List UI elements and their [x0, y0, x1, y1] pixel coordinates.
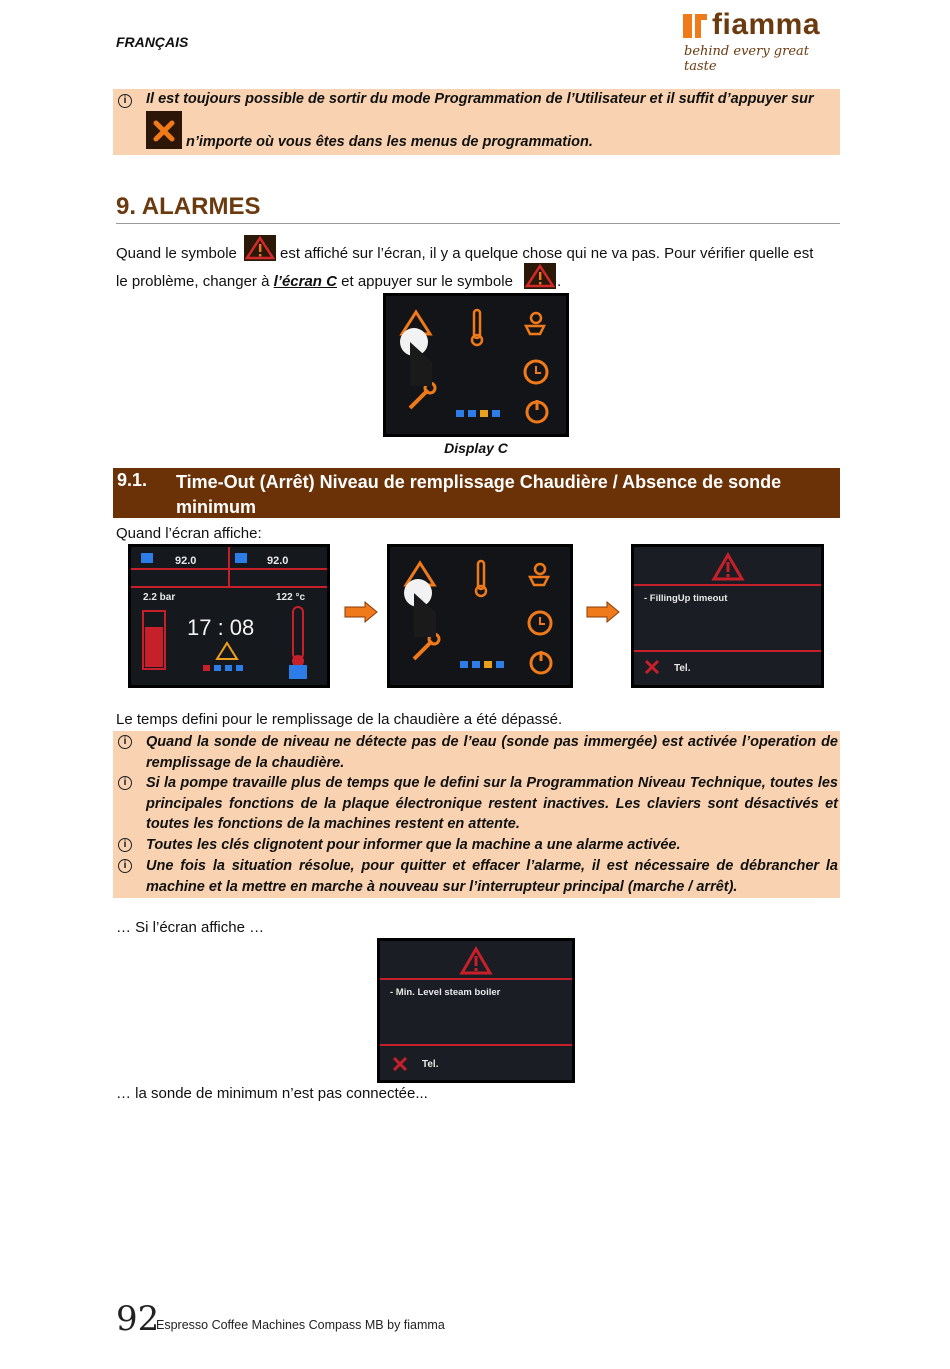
alarm-paragraph-line-1-end: est affiché sur l’écran, il y a quelque chose qui ne va pas. Pour vérifier quelle est [280, 245, 814, 262]
paragraph-text: le problème, changer à [116, 273, 270, 290]
clock-readout: 17 : 08 [187, 615, 255, 640]
alarm-warning-icon [244, 235, 276, 261]
boiler-temperature: 122 °c [276, 592, 306, 603]
period: . [557, 273, 562, 290]
alarm-message: - Min. Level steam boiler [390, 987, 501, 998]
note-text: Toutes les clés clignotent pour informer que la machine a une alarme activée. [146, 837, 681, 853]
fillingup-timeout-screen [631, 544, 824, 688]
section-title: Time-Out (Arrêt) Niveau de remplissage Chaudière / Absence de sonde minimum [176, 472, 782, 517]
section-9-heading: 9. ALARMES [116, 193, 261, 220]
arrow-right-icon [344, 601, 378, 623]
language-label: FRANÇAIS [116, 34, 189, 50]
screen-intro-text: Quand l’écran affiche: [116, 525, 262, 542]
figure-caption: Display C [444, 440, 508, 456]
alarm-screen-graphic [380, 941, 572, 1080]
page-number: 92 [116, 1299, 160, 1339]
brand-logo [682, 8, 832, 74]
arrow-right-icon [586, 601, 620, 623]
note-line-1: Il est toujours possible de sortir du mode Programmation de l’Utilisateur et il suffit d’appuyer sur [146, 91, 814, 107]
alarm-message: - FillingUp timeout [644, 593, 728, 604]
main-display-screen [128, 544, 330, 688]
note-text: Si la pompe travaille plus de temps que le defini sur la Programmation Niveau Technique, toutes les principales fonctions de la plaque électronique restent inactives. Les claviers sont désactivés et toutes les fonctions de la machines restent en attente. [146, 775, 838, 832]
logo-word: fiamma [712, 8, 821, 41]
info-icon: i [118, 859, 132, 873]
right-temperature: 92.0 [267, 555, 289, 567]
alarm-paragraph-line-2 [116, 273, 513, 290]
if-screen-shows-text: … Si l’écran affiche … [116, 919, 265, 936]
programming-exit-note [113, 89, 840, 155]
section-number: 9.1. [117, 470, 148, 490]
screen-c-link[interactable]: l’écran C [273, 273, 337, 290]
alarm-screen-graphic [634, 547, 821, 685]
heading-rule [116, 223, 840, 224]
section-9-1-heading [113, 468, 840, 518]
info-icon: i [118, 776, 132, 790]
info-icon: i [118, 94, 132, 108]
display-c-graphic [390, 547, 570, 685]
alarm-warning-icon [524, 263, 556, 289]
logo-mark-icon [682, 12, 710, 42]
display-c-graphic [386, 296, 566, 434]
alarm-notes-box [113, 731, 840, 898]
info-icon: i [118, 735, 132, 749]
display-c-screen-repeat [387, 544, 573, 688]
note-line-2: n’importe où vous êtes dans les menus de programmation. [186, 134, 593, 150]
logo-tagline: behind every great taste [684, 44, 809, 74]
alarm-paragraph-line-1-start: Quand le symbole [116, 245, 237, 262]
left-temperature: 92.0 [175, 555, 197, 567]
footer-title: Espresso Coffee Machines Compass MB by fiamma [156, 1318, 445, 1332]
tel-label: Tel. [422, 1059, 439, 1070]
min-level-alarm-screen [377, 938, 575, 1083]
closing-text: … la sonde de minimum n’est pas connectée... [116, 1085, 428, 1102]
exit-x-icon [146, 111, 182, 149]
note-text: Une fois la situation résolue, pour quitter et effacer l’alarme, il est nécessaire de débrancher la machine et la mettre en marche à nouveau sur l’interrupteur principal (marche / arrêt). [146, 858, 838, 895]
paragraph-text: et appuyer sur le symbole [341, 273, 513, 290]
display-c-screen [383, 293, 569, 437]
pressure-readout: 2.2 bar [143, 592, 176, 603]
tel-label: Tel. [674, 663, 691, 674]
info-icon: i [118, 838, 132, 852]
timeout-explanation: Le temps defini pour le remplissage de la chaudière a été dépassé. [116, 711, 563, 728]
note-text: Quand la sonde de niveau ne détecte pas de l’eau (sonde pas immergée) est activée l’operation de remplissage de la chaudière. [146, 734, 838, 771]
